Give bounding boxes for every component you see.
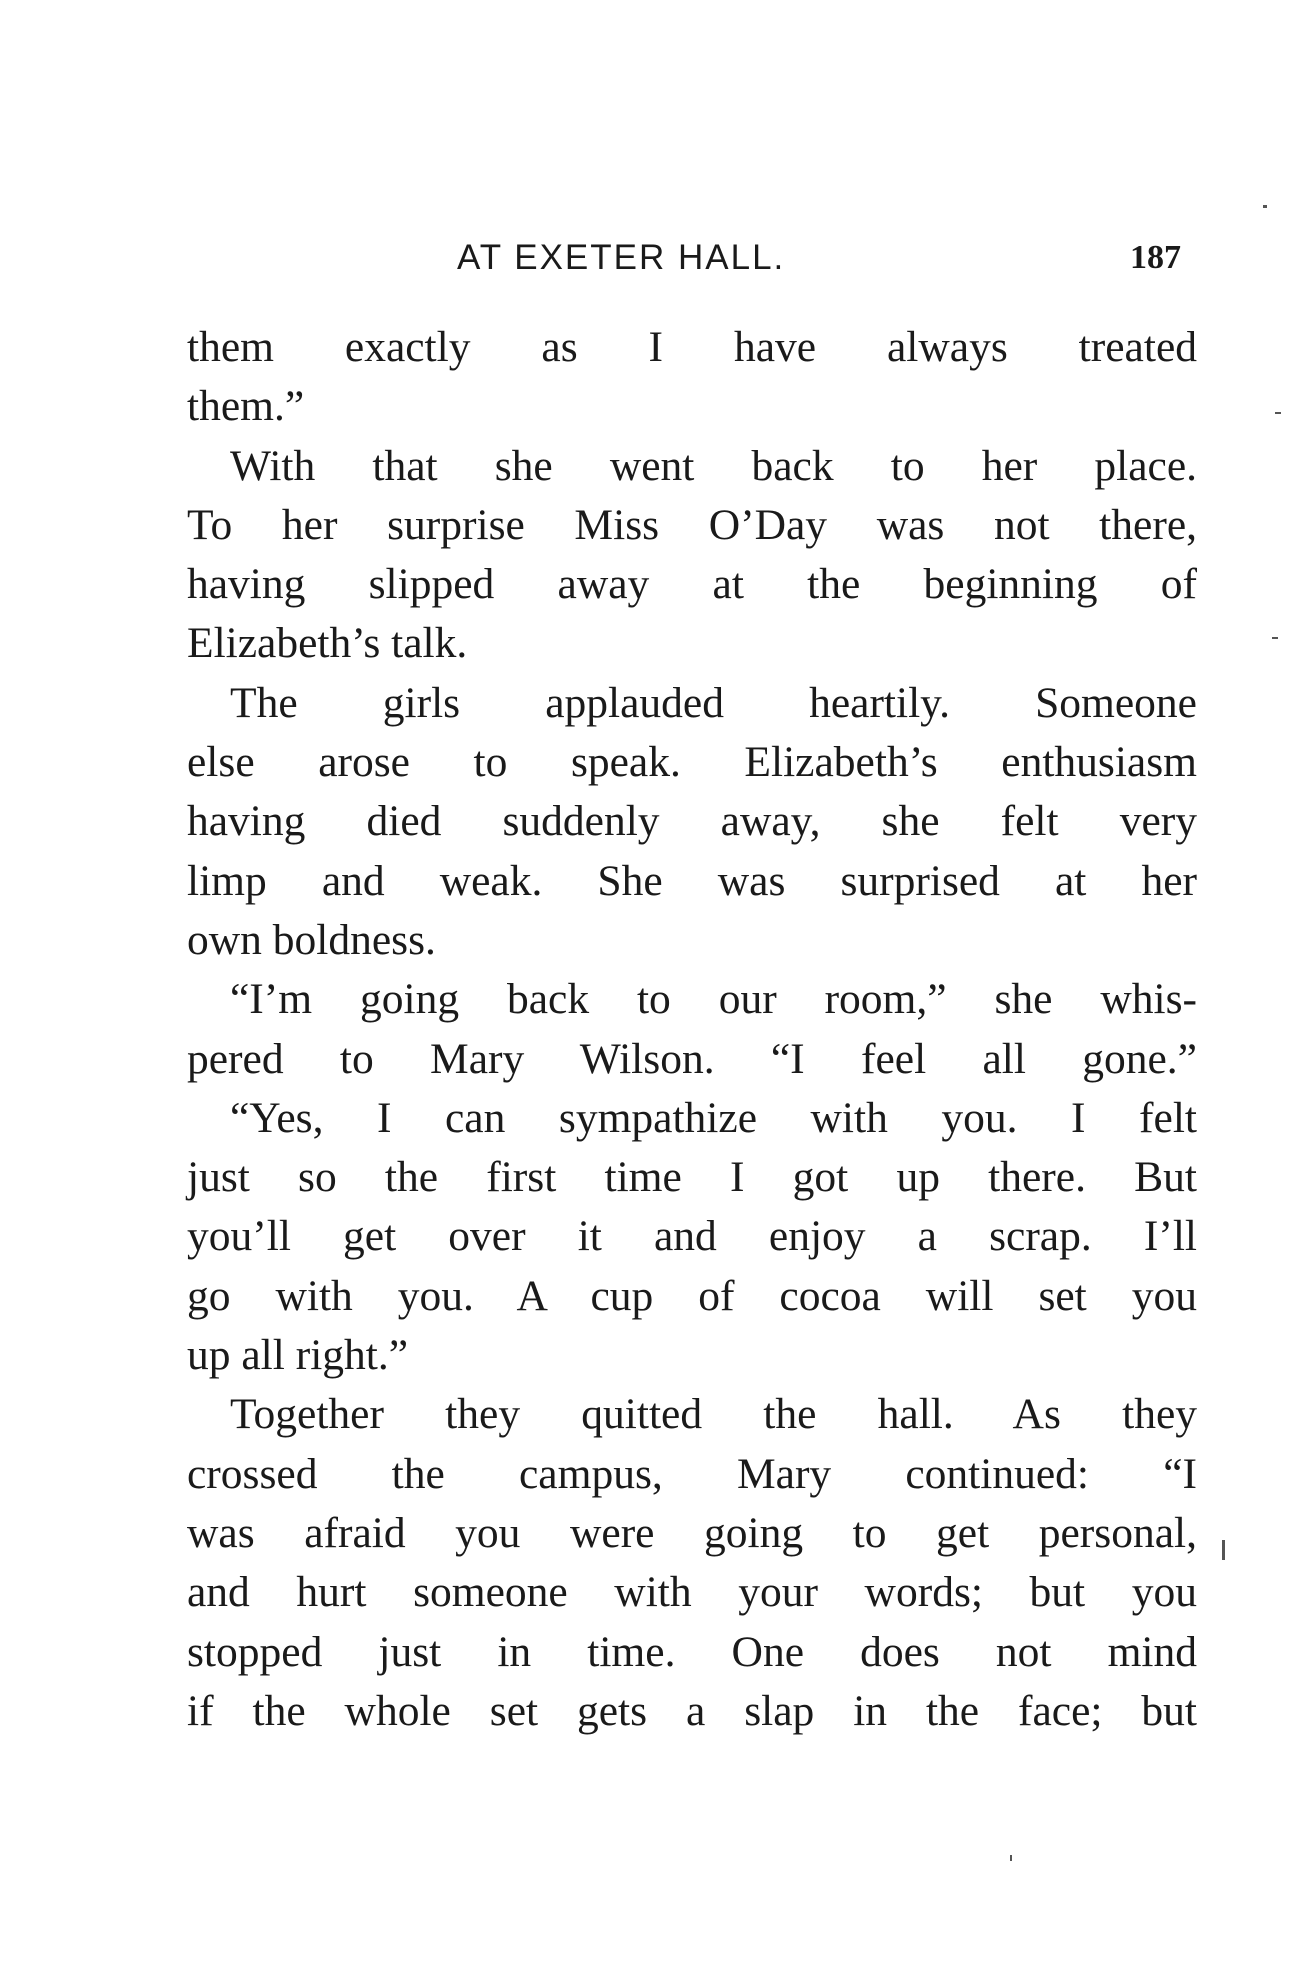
page-header	[0, 228, 1290, 288]
scan-speck	[1272, 637, 1278, 639]
text-line: and hurt someone with your words; but you	[187, 1568, 1197, 1617]
scan-speck	[1263, 205, 1267, 208]
text-line: if the whole set gets a slap in the face; but	[187, 1686, 1197, 1735]
scan-speck	[1222, 1540, 1225, 1560]
text-line: “Yes, I can sympathize with you. I felt	[230, 1093, 1197, 1142]
text-line: To her surprise Miss O’Day was not there,	[187, 500, 1197, 549]
text-line: them.”	[187, 382, 305, 431]
text-line: them exactly as I have always treated	[187, 323, 1197, 371]
text-line: Elizabeth’s talk.	[187, 619, 468, 668]
text-line: else arose to speak. Elizabeth’s enthusiasm	[187, 738, 1197, 787]
text-line: having died suddenly away, she felt very	[187, 797, 1197, 846]
running-title: AT EXETER HALL.	[457, 238, 786, 277]
text-line: go with you. A cup of cocoa will set you	[187, 1271, 1197, 1320]
text-line: pered to Mary Wilson. “I feel all gone.”	[187, 1034, 1197, 1083]
scan-speck	[1010, 1855, 1012, 1861]
text-line: was afraid you were going to get personal,	[187, 1508, 1197, 1557]
text-line: The girls applauded heartily. Someone	[230, 678, 1197, 727]
text-line: you’ll get over it and enjoy a scrap. I’ll	[187, 1212, 1197, 1261]
text-line: stopped just in time. One does not mind	[187, 1627, 1197, 1676]
text-line: up all right.”	[187, 1331, 409, 1380]
text-line: crossed the campus, Mary continued: “I	[187, 1449, 1197, 1498]
text-line: having slipped away at the beginning of	[187, 560, 1197, 609]
text-line: Together they quitted the hall. As they	[230, 1390, 1197, 1439]
text-line: own boldness.	[187, 915, 436, 964]
text-line: limp and weak. She was surprised at her	[187, 856, 1197, 905]
text-line: just so the first time I got up there. But	[187, 1153, 1197, 1202]
text-line: “I’m going back to our room,” she whis-	[230, 975, 1197, 1024]
body-text	[187, 318, 1197, 1741]
scan-speck	[1275, 412, 1281, 414]
text-line: With that she went back to her place.	[230, 441, 1197, 490]
page-number: 187	[1130, 239, 1181, 276]
